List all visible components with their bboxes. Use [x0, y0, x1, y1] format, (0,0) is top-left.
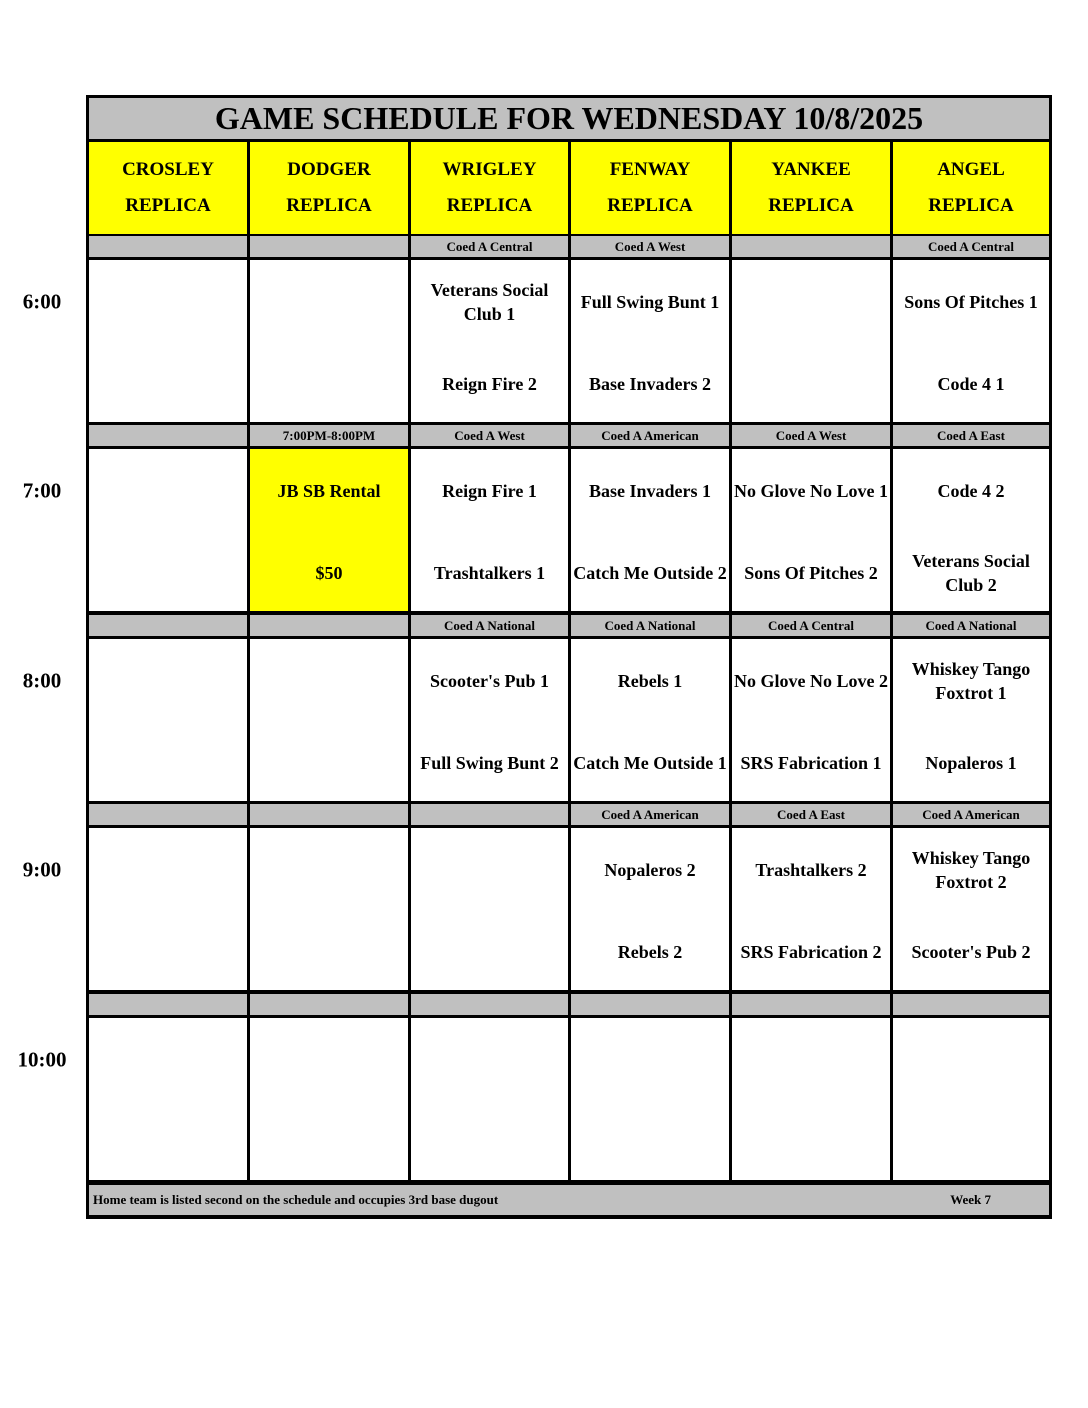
game-cell: [411, 449, 568, 611]
away-team: JB SB Rental: [277, 481, 381, 501]
empty-game-cell: [89, 1018, 247, 1180]
division-label: Coed A East: [893, 425, 1049, 446]
page-title: GAME SCHEDULE FOR WEDNESDAY 10/8/2025: [89, 98, 1049, 139]
division-label: [893, 994, 1049, 1015]
field-subtitle: REPLICA: [446, 195, 533, 216]
game-cell: [250, 449, 408, 611]
division-label: [250, 615, 408, 636]
away-team: Whiskey Tango Foxtrot 1: [911, 659, 1031, 703]
empty-game-cell: [250, 639, 408, 801]
division-label: Coed A Central: [893, 236, 1049, 257]
home-team: Sons Of Pitches 2: [744, 563, 878, 583]
home-team: Catch Me Outside 1: [573, 753, 727, 773]
field-subtitle: REPLICA: [607, 195, 693, 216]
empty-game-cell: [732, 260, 890, 422]
division-label: [89, 615, 247, 636]
division-label: [89, 425, 247, 446]
division-label: [411, 994, 568, 1015]
division-label: [250, 994, 408, 1015]
away-team: Rebels 1: [617, 671, 683, 691]
division-label: [732, 994, 890, 1015]
empty-game-cell: [732, 1018, 890, 1180]
empty-game-cell: [250, 1018, 408, 1180]
away-team: Veterans Social Club 1: [430, 280, 549, 324]
division-label: Coed A American: [571, 425, 729, 446]
field-name: ANGEL: [937, 159, 1005, 180]
division-label: 7:00PM-8:00PM: [250, 425, 408, 446]
empty-game-cell: [89, 449, 247, 611]
home-team: Nopaleros 1: [925, 753, 1017, 773]
time-label: 9:00: [22, 857, 62, 882]
division-label: [411, 804, 568, 825]
game-cell: [893, 260, 1049, 422]
empty-game-cell: [89, 639, 247, 801]
field-name: YANKEE: [771, 159, 851, 180]
game-cell: [893, 639, 1049, 801]
division-label: [250, 236, 408, 257]
empty-game-cell: [893, 1018, 1049, 1180]
home-team: Full Swing Bunt 2: [420, 753, 559, 773]
division-label: [89, 994, 247, 1015]
division-label: [250, 804, 408, 825]
empty-game-cell: [411, 828, 568, 990]
division-label: Coed A West: [571, 236, 729, 257]
game-cell: [571, 639, 729, 801]
game-cell: [732, 639, 890, 801]
field-subtitle: REPLICA: [928, 195, 1014, 216]
division-label: Coed A American: [893, 804, 1049, 825]
division-label: Coed A Central: [411, 236, 568, 257]
home-team: Scooter's Pub 2: [911, 942, 1031, 962]
time-label: 8:00: [22, 668, 62, 693]
away-team: Reign Fire 1: [442, 481, 537, 501]
division-label: Coed A East: [732, 804, 890, 825]
time-label: 6:00: [22, 289, 62, 314]
home-team: Reign Fire 2: [442, 374, 537, 394]
field-name: CROSLEY: [122, 159, 214, 180]
game-cell: [732, 449, 890, 611]
empty-game-cell: [411, 1018, 568, 1180]
away-team: Trashtalkers 2: [755, 860, 867, 880]
schedule-grid: [86, 95, 1052, 1219]
game-cell: [571, 260, 729, 422]
division-label: Coed A American: [571, 804, 729, 825]
game-cell: [411, 260, 568, 422]
field-header-yankee: [732, 142, 890, 234]
away-team: Full Swing Bunt 1: [580, 292, 720, 312]
away-team: No Glove No Love 1: [734, 481, 888, 501]
field-header-fenway: [571, 142, 729, 234]
field-name: WRIGLEY: [442, 159, 537, 180]
footer-bar: [89, 1185, 1049, 1215]
home-team: $50: [315, 563, 343, 583]
field-header-wrigley: [411, 142, 568, 234]
field-name: DODGER: [287, 159, 371, 180]
division-label: Coed A National: [571, 615, 729, 636]
division-label: Coed A National: [893, 615, 1049, 636]
week-label: Week 7: [950, 1192, 991, 1207]
home-team: Base Invaders 2: [588, 374, 711, 394]
away-team: Sons Of Pitches 1: [904, 292, 1038, 312]
away-team: Base Invaders 1: [588, 481, 711, 501]
time-label: 7:00: [22, 478, 62, 503]
division-label: [89, 804, 247, 825]
empty-game-cell: [250, 260, 408, 422]
game-cell: [893, 828, 1049, 990]
division-label: Coed A West: [732, 425, 890, 446]
away-team: Whiskey Tango Foxtrot 2: [911, 848, 1031, 892]
field-header-crosley: [89, 142, 247, 234]
field-name: FENWAY: [609, 159, 691, 180]
home-team: Code 4 1: [937, 374, 1005, 394]
empty-game-cell: [250, 828, 408, 990]
home-team: Rebels 2: [617, 942, 683, 962]
empty-game-cell: [89, 828, 247, 990]
field-subtitle: REPLICA: [286, 195, 372, 216]
field-subtitle: REPLICA: [768, 195, 854, 216]
division-label: Coed A West: [411, 425, 568, 446]
empty-game-cell: [89, 260, 247, 422]
home-team-note: Home team is listed second on the schedule and occupies 3rd base dugout: [93, 1192, 499, 1207]
time-label: 10:00: [17, 1047, 67, 1072]
home-team: SRS Fabrication 2: [740, 942, 882, 962]
home-team: Trashtalkers 1: [433, 563, 546, 583]
game-cell: [411, 639, 568, 801]
field-subtitle: REPLICA: [125, 195, 211, 216]
game-cell: [571, 449, 729, 611]
empty-game-cell: [571, 1018, 729, 1180]
home-team: SRS Fabrication 1: [740, 753, 882, 773]
home-team: Veterans Social Club 2: [912, 551, 1030, 595]
game-cell: [571, 828, 729, 990]
division-label: [732, 236, 890, 257]
away-team: Nopaleros 2: [604, 860, 696, 880]
away-team: Scooter's Pub 1: [430, 671, 549, 691]
division-label: Coed A Central: [732, 615, 890, 636]
division-label: [89, 236, 247, 257]
division-label: [571, 994, 729, 1015]
away-team: No Glove No Love 2: [734, 671, 888, 691]
home-team: Catch Me Outside 2: [573, 563, 727, 583]
away-team: Code 4 2: [937, 481, 1005, 501]
division-label: Coed A National: [411, 615, 568, 636]
game-cell: [893, 449, 1049, 611]
field-header-dodger: [250, 142, 408, 234]
field-header-angel: [893, 142, 1049, 234]
game-cell: [732, 828, 890, 990]
